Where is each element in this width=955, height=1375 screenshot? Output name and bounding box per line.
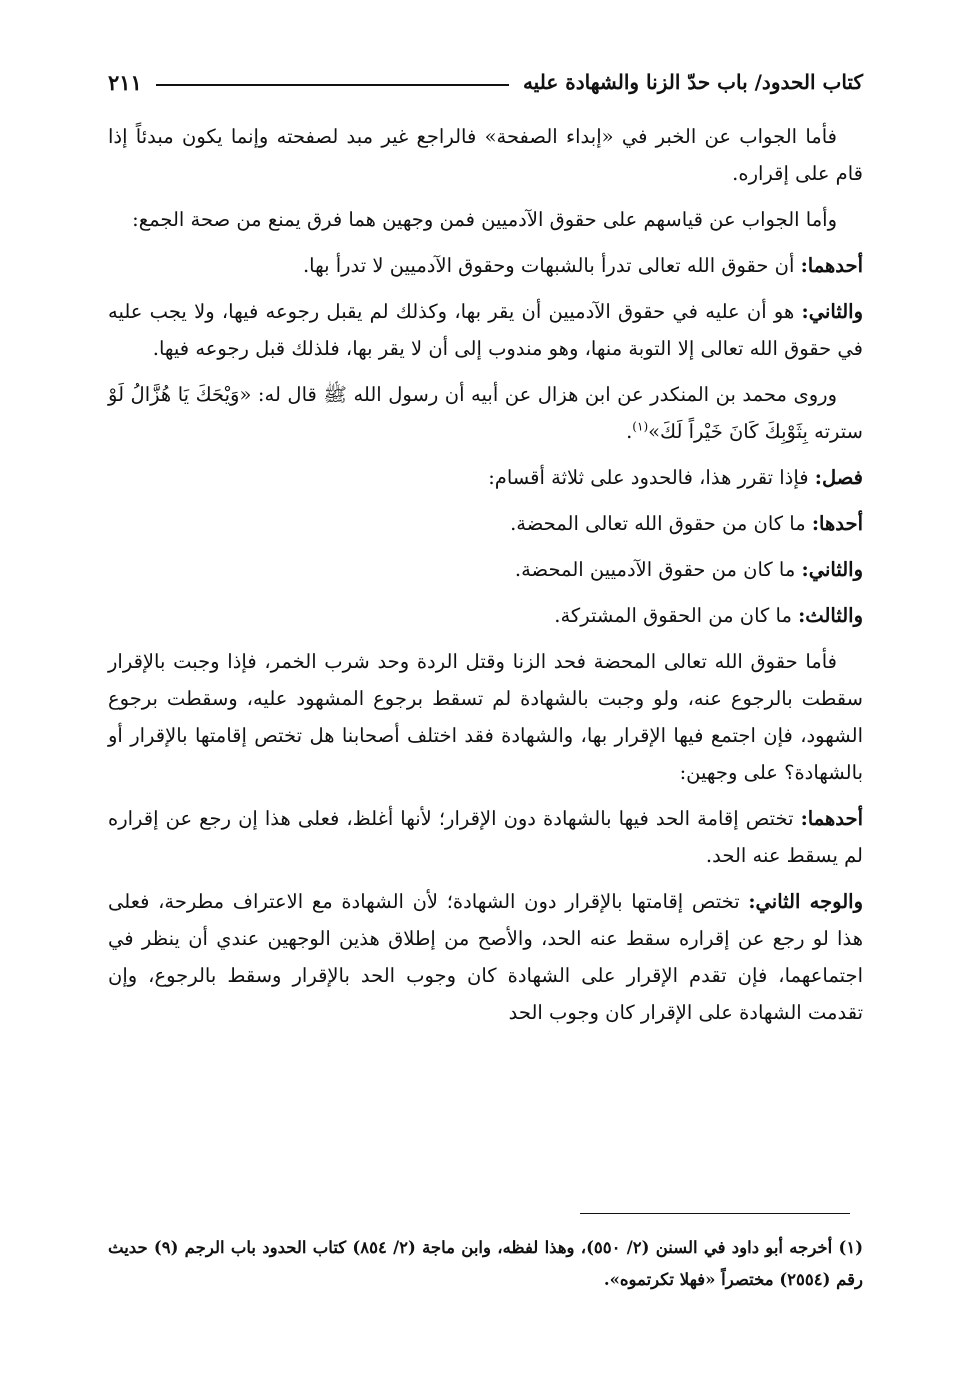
paragraph-text: ما كان من حقوق الله تعالى المحضة. bbox=[510, 512, 806, 535]
paragraph-lead: والثالث: bbox=[798, 604, 863, 627]
header-rule bbox=[156, 84, 509, 86]
paragraph-text: فأما حقوق الله تعالى المحضة فحد الزنا وقتل الردة وحد شرب الخمر، فإذا وجبت بالإقرار سقطت بالرجوع عنه، ولو وجبت بالشهادة لم تسقط برجوع المشهود عليه، وسقطت برجوع الشهود، فإن اجتمع فيها الإقرار بها، والشهادة فقد اختلف أصحابنا هل تختص إقامتها بالإقرار أو بالشهادة؟ على وجهين: bbox=[108, 650, 863, 784]
page-number: ٢١١ bbox=[108, 69, 142, 95]
paragraph bbox=[108, 201, 863, 238]
paragraph-text: وأما الجواب عن قياسهم على حقوق الآدميين فمن وجهين هما فرق يمنع من صحة الجمع: bbox=[132, 208, 837, 231]
paragraph-end-mark: . bbox=[626, 420, 633, 443]
footnote-text: أخرجه أبو داود في السنن (٢/ ٥٥٠)، وهذا لفظه، وابن ماجة (٢/ ٨٥٤) كتاب الحدود باب الرجم (٩) حديث رقم (٢٥٥٤) مختصراً «فهلا تكرتموه». bbox=[108, 1238, 863, 1289]
paragraph-text: تختص إقامتها بالإقرار دون الشهادة؛ لأن الشهادة مع الاعتراف مطرحة، فعلى هذا لو رجع عن إقراره سقط عنه الحد، والأصح من إطلاق هذين الوجهين عندي أن ينظر في اجتماعهما، فإن تقدم الإقرار على الشهادة كان وجوب الحد بالإقرار وسقط بالرجوع، وإن تقدمت الشهادة على الإقرار كان وجوب الحد bbox=[108, 890, 863, 1024]
running-title: كتاب الحدود/ باب حدّ الزنا والشهادة عليه bbox=[522, 70, 863, 94]
paragraph-lead: والثاني: bbox=[801, 300, 863, 323]
paragraph bbox=[108, 293, 863, 367]
footnote-separator bbox=[580, 1213, 850, 1214]
paragraph bbox=[108, 800, 863, 874]
paragraph bbox=[108, 118, 863, 192]
paragraph bbox=[108, 459, 863, 496]
paragraph-text: ما كان من حقوق الآدميين المحضة. bbox=[514, 558, 796, 581]
paragraph-text: فإذا تقرر هذا، فالحدود على ثلاثة أقسام: bbox=[488, 466, 809, 489]
page-header bbox=[108, 62, 863, 102]
paragraph bbox=[108, 597, 863, 634]
paragraph bbox=[108, 551, 863, 588]
paragraph bbox=[108, 643, 863, 791]
paragraph-lead: فصل: bbox=[814, 466, 863, 489]
footnote bbox=[108, 1232, 863, 1296]
paragraph bbox=[108, 247, 863, 284]
footnote-marker: (١) bbox=[838, 1238, 863, 1257]
footnote-reference: (١) bbox=[632, 419, 649, 434]
paragraph-lead: والوجه الثاني: bbox=[748, 890, 864, 913]
paragraph-lead: أحدهما: bbox=[800, 254, 863, 277]
paragraph bbox=[108, 883, 863, 1031]
paragraph-lead: والثاني: bbox=[801, 558, 863, 581]
paragraph bbox=[108, 376, 863, 450]
paragraph bbox=[108, 505, 863, 542]
paragraph-text: هو أن عليه في حقوق الآدميين أن يقر بها، وكذلك لم يقبل رجوعه فيها، ولا يجب عليه في حقوق الله تعالى إلا التوبة منها، وهو مندوب إلى أن لا يقر بها، فلذلك قبل رجوعه فيها. bbox=[108, 300, 863, 360]
paragraph-text: ما كان من الحقوق المشتركة. bbox=[554, 604, 792, 627]
paragraph-text: تختص إقامة الحد فيها بالشهادة دون الإقرار؛ لأنها أغلظ، فعلى هذا إن رجع عن إقراره لم يسقط عنه الحد. bbox=[108, 807, 863, 867]
paragraph-lead: أحدهما: bbox=[800, 807, 864, 830]
paragraph-text: فأما الجواب عن الخبر في «إبداء الصفحة» فالراجع غير مبد لصفحته وإنما يكون مبدئاً إذا قام على إقراره. bbox=[108, 125, 863, 185]
body-text bbox=[108, 118, 863, 1040]
paragraph-text: وروى محمد بن المنكدر عن ابن هزال عن أبيه أن رسول الله ﷺ قال له: «وَيْحَكَ يَا هُزَّالُ لَوْ سترته بِثَوْبِكَ كَانَ خَيْراً لَكَ» bbox=[108, 383, 863, 443]
paragraph-lead: أحدها: bbox=[811, 512, 863, 535]
paragraph-text: أن حقوق الله تعالى تدرأ بالشبهات وحقوق الآدميين لا تدرأ بها. bbox=[302, 254, 795, 277]
